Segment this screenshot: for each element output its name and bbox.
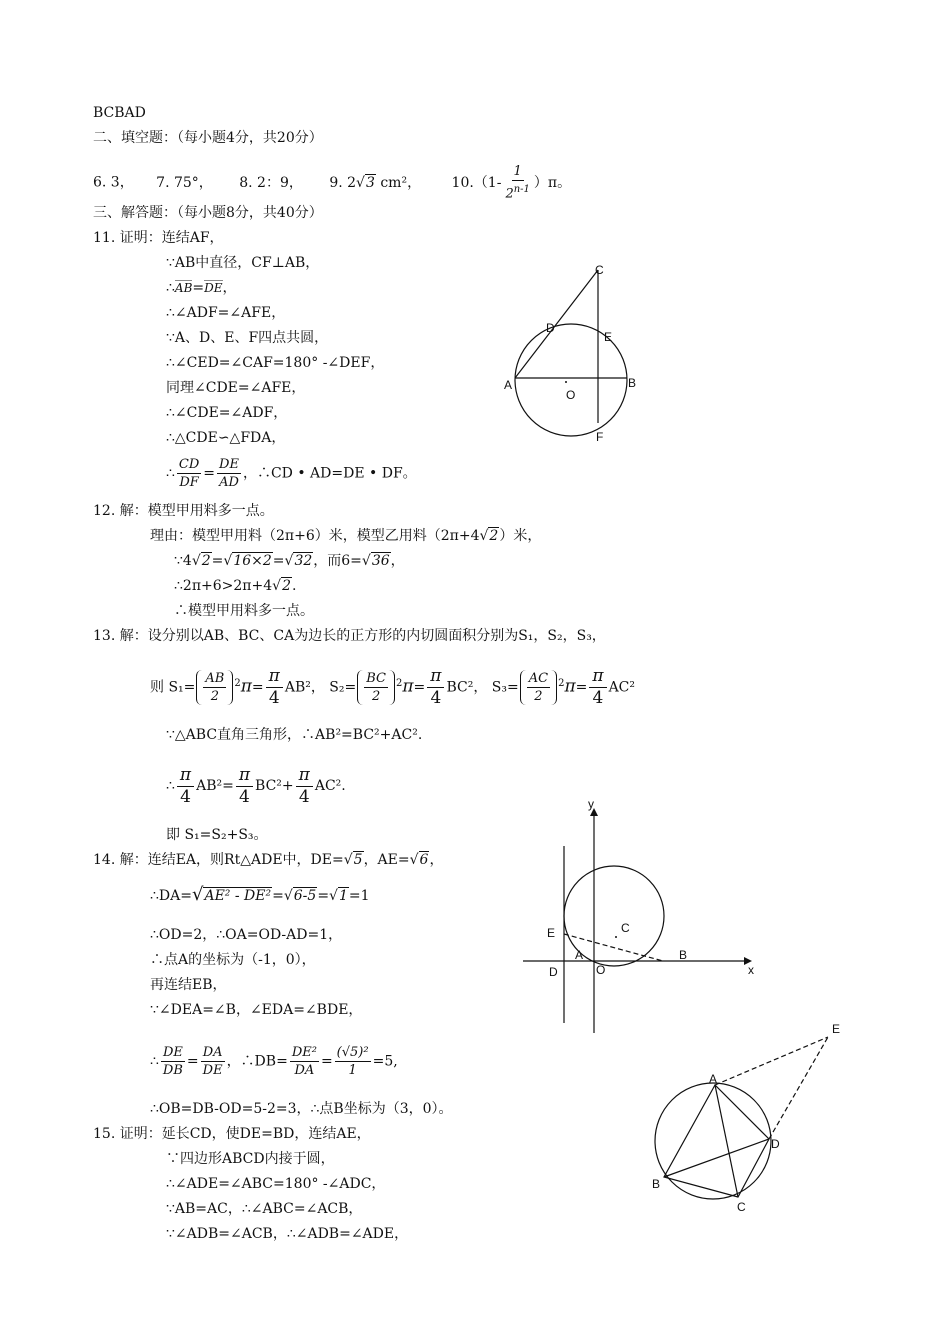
fig2-label-b: B: [679, 948, 688, 962]
q14-line5: 再连结EB，: [150, 977, 227, 993]
fig1-label-b: B: [628, 376, 637, 390]
q13-line2: 则 S₁= $\frac{AB}{2}$ $^2$π= $\frac{\pi}{4}$ AB²， S₂= $\frac{BC}{2}$ $^2$π= $\frac{\pi}{4}$ BC²， S₃= $\frac{AC}{2}$ $^2$π= $\frac{\pi}{4}$ AC²: [150, 666, 635, 709]
figure-q11: [500, 258, 650, 448]
fig2-label-a: A: [575, 948, 584, 962]
fig2-label-c: C: [621, 921, 630, 935]
fig1-label-a: A: [504, 378, 513, 392]
fig1-label-f: F: [596, 430, 604, 444]
q12-line5: ∴模型甲用料多一点。: [174, 603, 314, 619]
fig1-line-ac: [515, 270, 598, 378]
q14-line7: ∴ $\frac{DE}{DB}$ = $\frac{DA}{DE}$ ，∴DB= $\frac{\text{DE²}}{DA}$ = $\frac{\text{(√5)²}}{1}$ =5,: [150, 1045, 398, 1078]
fig2-label-o: O: [596, 963, 606, 977]
q13-line4: ∴ $\frac{\pi}{4}$ AB²= $\frac{\pi}{4}$ BC²+ $\frac{\pi}{4}$ AC².: [166, 764, 346, 807]
q11-line10: ∴ $\frac{CD}{DF}$ = $\frac{DE}{AD}$ ，∴CD • AD=DE • DF。: [166, 457, 417, 490]
q15-line3: ∴∠ADE=∠ABC=180° -∠ADC，: [166, 1176, 386, 1192]
answer-key: BCBAD: [93, 105, 146, 121]
answer-6: 6. 3，: [93, 174, 134, 191]
q14-line6: ∵∠DEA=∠B，∠EDA=∠BDE，: [150, 1002, 363, 1018]
q12-line1: 12. 解：模型甲用料多一点。: [93, 503, 274, 519]
fig3-label-a: A: [709, 1072, 718, 1086]
fig3-label-d: D: [771, 1137, 780, 1151]
q15-line1: 15. 证明：延长CD，使DE=BD，连结AE，: [93, 1126, 371, 1142]
fig3-label-b: B: [652, 1177, 661, 1191]
q11-line8: ∴∠CDE=∠ADF，: [166, 405, 288, 421]
answer-9: 9. 2√3 cm²，: [329, 174, 422, 191]
q11-line2: ∵AB中直径，CF⊥AB，: [166, 255, 320, 271]
q13-line5: 即 S₁=S₂+S₃。: [166, 827, 268, 843]
fill-section-heading: 二、填空题：（每小题4分，共20分）: [93, 130, 323, 146]
q14-line8: ∴OB=DB-OD=5-2=3，∴点B坐标为（3，0）。: [150, 1101, 453, 1117]
solve-section-heading: 三、解答题：（每小题8分，共40分）: [93, 205, 323, 221]
q14-line2: ∴DA=√AE² - DE²=√6-5=√1=1: [150, 884, 370, 905]
figure-q14: [518, 798, 768, 1038]
figure-q15: [640, 1015, 850, 1220]
fig2-label-d: D: [549, 965, 558, 979]
q12-line3: ∵4√2=√16×2=√32，而6=√36，: [174, 553, 405, 569]
q11-line5: ∵A、D、E、F四点共圆，: [166, 330, 329, 346]
q15-line5: ∵∠ADB=∠ACB，∴∠ADB=∠ADE，: [166, 1226, 409, 1242]
fig3-label-c: C: [737, 1200, 746, 1214]
q14-line3: ∴OD=2，∴OA=OD-AD=1，: [150, 927, 343, 943]
fig3-circle: [655, 1083, 771, 1199]
fig3-dashed-ae: [715, 1037, 828, 1085]
fig2-label-y: y: [588, 798, 594, 811]
fig1-center-dot: [565, 381, 567, 383]
fig3-diagonal-bd: [664, 1139, 769, 1177]
fig3-dashed-de: [769, 1037, 828, 1139]
fig3-quad-abcd: [664, 1085, 769, 1197]
q14-line4: ∴点A的坐标为（-1，0），: [150, 952, 316, 968]
q11-line7: 同理∠CDE=∠AFE，: [166, 380, 306, 396]
q12-line2: 理由：模型甲用料（2π+6）米，模型乙用料（2π+4√2）米，: [150, 528, 542, 544]
q11-line9: ∴△CDE∽△FDA，: [166, 430, 286, 446]
q11-line1: 11. 证明：连结AF，: [93, 230, 224, 246]
q13-line3: ∵△ABC直角三角形，∴AB²=BC²+AC².: [166, 727, 423, 743]
answer-7: 7. 75°，: [156, 174, 213, 191]
fill-answers: [93, 163, 571, 202]
fig2-center-dot: [615, 936, 617, 938]
answer-8: 8. 2：9，: [239, 174, 303, 191]
answer-10: 10.（1- $\frac{1}{2^{n-1}}$ ）π。: [451, 164, 572, 202]
q11-line4: ∴∠ADF=∠AFE，: [166, 305, 286, 321]
q13-line1: 13. 解：设分别以AB、BC、CA为边长的正方形的内切圆面积分别为S₁，S₂，S₃，: [93, 628, 606, 644]
q14-line1: 14. 解：连结EA，则Rt△ADE中，DE=√5，AE=√6，: [93, 852, 444, 868]
q11-line6: ∴∠CED=∠CAF=180° -∠DEF，: [166, 355, 385, 371]
fig3-label-e: E: [832, 1022, 841, 1036]
fig2-label-x: x: [748, 963, 754, 977]
fig2-label-e: E: [547, 926, 556, 940]
q11-line3: ∴AB=DE，: [166, 280, 237, 296]
q12-line4: ∴2π+6>2π+4√2.: [174, 578, 297, 594]
fig1-label-e: E: [604, 330, 613, 344]
fig3-diagonal-ac: [715, 1085, 738, 1197]
fig1-label-c: C: [595, 263, 604, 277]
fig1-label-d: D: [546, 321, 555, 335]
q15-line2: ∵四边形ABCD内接于圆，: [166, 1151, 335, 1167]
q15-line4: ∵AB=AC，∴∠ABC=∠ACB，: [166, 1201, 363, 1217]
fig1-label-o: O: [566, 388, 576, 402]
